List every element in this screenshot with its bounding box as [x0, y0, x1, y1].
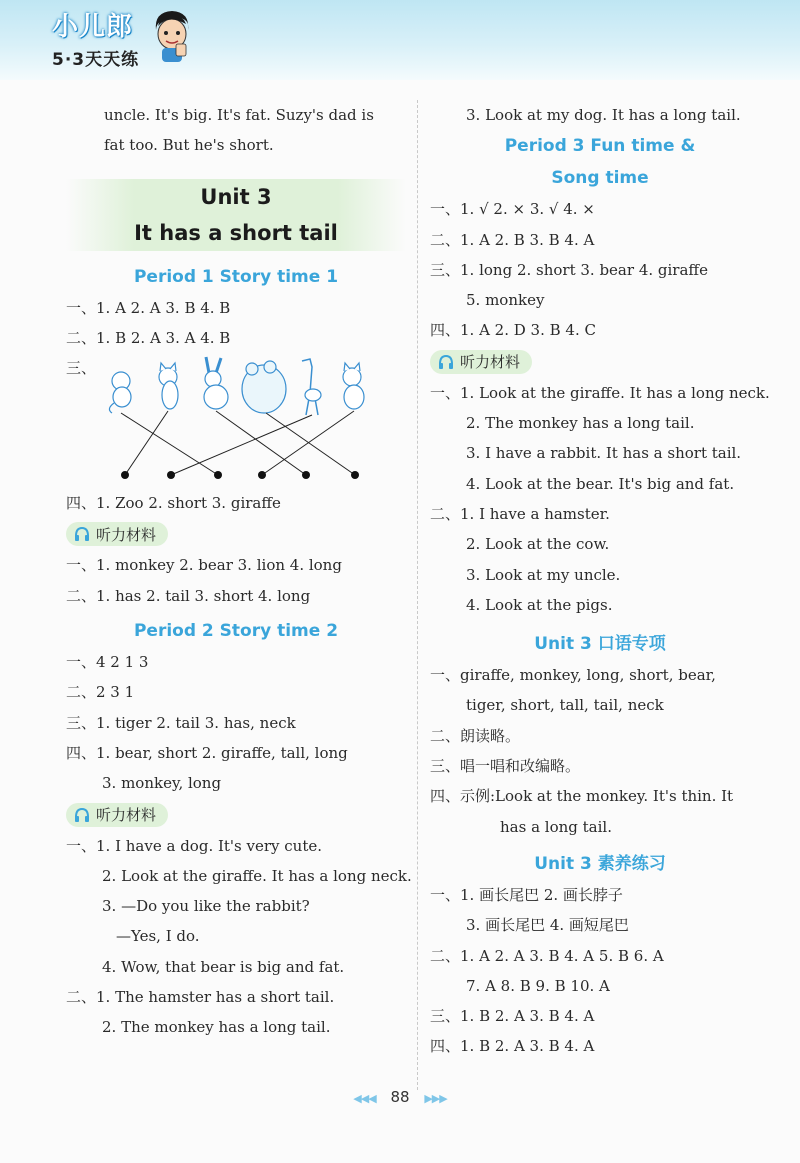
listening-tag-label: 听力材料: [96, 525, 157, 544]
brand-name: 小儿郎: [52, 12, 134, 42]
intro-line-1: uncle. It's big. It's fat. Suzy's dad is: [104, 106, 374, 124]
left-arrows-icon: ◀◀◀: [353, 1092, 376, 1105]
giraffe-icon: [302, 359, 321, 415]
p3-answer-4: 四、1. A 2. D 3. B 4. C: [430, 321, 596, 340]
monkey-icon: [109, 372, 131, 413]
period-2-title: Period 2 Story time 2: [133, 621, 339, 642]
kitten-icon: [343, 363, 364, 409]
practice-answer-3: 三、1. B 2. A 3. B 4. A: [430, 1007, 595, 1026]
matching-lines: [121, 411, 355, 475]
oral-answer-3: 三、唱一唱和改编略。: [430, 757, 581, 776]
brand-logo: [52, 6, 139, 70]
practice-answer-2a: 二、1. A 2. A 3. B 4. A 5. B 6. A: [430, 946, 664, 965]
oral-section-title: Unit 3 口语专项: [534, 634, 666, 655]
p3-listening-2c: 3. Look at my uncle.: [466, 565, 621, 584]
practice-answer-1b: 3. 画长尾巴 4. 画短尾巴: [466, 916, 629, 935]
p3-listening-2b: 2. Look at the cow.: [466, 535, 610, 554]
series-name: 5·3天天练: [52, 50, 140, 70]
listening-tag-label: 听力材料: [96, 806, 157, 825]
unit-subtitle: It has a short tail: [134, 220, 338, 245]
p1-listening-2: 二、1. has 2. tail 3. short 4. long: [66, 586, 311, 605]
p3-listening-1a: 一、1. Look at the giraffe. It has a long neck.: [430, 383, 770, 402]
carryover-line: 3. Look at my dog. It has a long tail.: [466, 106, 741, 124]
listening-tag-label: 听力材料: [460, 353, 521, 372]
practice-answer-1a: 一、1. 画长尾巴 2. 画长脖子: [430, 885, 623, 904]
headphone-icon: [74, 807, 90, 823]
p2-listening-1a: 一、1. I have a dog. It's very cute.: [66, 836, 323, 855]
headphone-icon: [74, 526, 90, 542]
practice-answer-2b: 7. A 8. B 9. B 10. A: [466, 976, 610, 995]
p2-answer-1: 一、4 2 1 3: [66, 653, 149, 672]
p1-answer-2: 二、1. B 2. A 3. A 4. B: [66, 328, 231, 347]
p2-answer-4b: 3. monkey, long: [102, 774, 222, 793]
p3-answer-3a: 三、1. long 2. short 3. bear 4. giraffe: [430, 260, 708, 279]
p3-answer-1: 一、1. √ 2. × 3. √ 4. ×: [430, 200, 595, 219]
listening-tag: [430, 350, 532, 374]
unit-title: Unit 3: [200, 184, 272, 209]
right-arrows-icon: ▶▶▶: [424, 1092, 447, 1105]
p1-answer-1: 一、1. A 2. A 3. B 4. B: [66, 298, 231, 317]
page-number: 88: [390, 1088, 410, 1106]
rabbit-icon: [204, 357, 228, 409]
page-header: [0, 0, 800, 80]
period-3-title-1: Period 3 Fun time &: [504, 136, 696, 157]
mascot-boy-icon: [150, 8, 194, 64]
p3-answer-2: 二、1. A 2. B 3. B 4. A: [430, 230, 595, 249]
page-footer: [0, 1088, 800, 1106]
oral-answer-4b: has a long tail.: [500, 817, 612, 836]
p3-listening-2d: 4. Look at the pigs.: [466, 595, 613, 614]
p2-listening-1e: 4. Wow, that bear is big and fat.: [102, 957, 345, 976]
animal-matching-diagram: [66, 353, 406, 488]
p1-listening-1: 一、1. monkey 2. bear 3. lion 4. long: [66, 556, 342, 575]
oral-answer-4a: 四、示例:Look at the monkey. It's thin. It: [430, 787, 734, 806]
bear-icon: [242, 361, 286, 413]
p1-answer-4: 四、1. Zoo 2. short 3. giraffe: [66, 494, 281, 513]
intro-line-2: fat too. But he's short.: [104, 136, 274, 155]
p3-listening-1b: 2. The monkey has a long tail.: [466, 414, 695, 433]
listening-tag: [66, 803, 168, 827]
p1-answer-3-label: 三、: [66, 359, 97, 378]
headphone-icon: [438, 354, 454, 370]
p2-listening-2b: 2. The monkey has a long tail.: [102, 1018, 331, 1037]
p3-listening-1d: 4. Look at the bear. It's big and fat.: [466, 474, 735, 493]
p2-listening-1d: —Yes, I do.: [116, 927, 200, 946]
period-3-title-2: Song time: [551, 168, 649, 189]
cat-icon: [159, 363, 178, 409]
practice-section-title: Unit 3 素养练习: [534, 853, 666, 874]
p3-listening-2a: 二、1. I have a hamster.: [430, 504, 610, 523]
oral-answer-1a: 一、giraffe, monkey, long, short, bear,: [430, 666, 716, 685]
p2-listening-1b: 2. Look at the giraffe. It has a long neck.: [102, 866, 412, 885]
oral-answer-1b: tiger, short, tall, tail, neck: [466, 696, 664, 715]
period-1-title: Period 1 Story time 1: [133, 266, 339, 287]
matching-exercise: [66, 353, 406, 488]
right-column: [430, 100, 770, 1062]
column-divider: [417, 100, 418, 1090]
p2-listening-1c: 3. —Do you like the rabbit?: [102, 897, 310, 916]
p2-answer-3: 三、1. tiger 2. tail 3. has, neck: [66, 713, 296, 732]
p3-listening-1c: 3. I have a rabbit. It has a short tail.: [466, 444, 742, 463]
p3-answer-3b: 5. monkey: [466, 291, 545, 310]
listening-tag: [66, 522, 168, 546]
p2-answer-2: 二、2 3 1: [66, 683, 135, 702]
unit-heading: [66, 179, 406, 251]
practice-answer-4: 四、1. B 2. A 3. B 4. A: [430, 1037, 595, 1056]
p2-answer-4a: 四、1. bear, short 2. giraffe, tall, long: [66, 743, 348, 762]
left-column: [66, 100, 412, 1043]
matching-dots: [121, 471, 359, 479]
oral-answer-2: 二、朗读略。: [430, 726, 521, 745]
p2-listening-2a: 二、1. The hamster has a short tail.: [66, 988, 335, 1007]
